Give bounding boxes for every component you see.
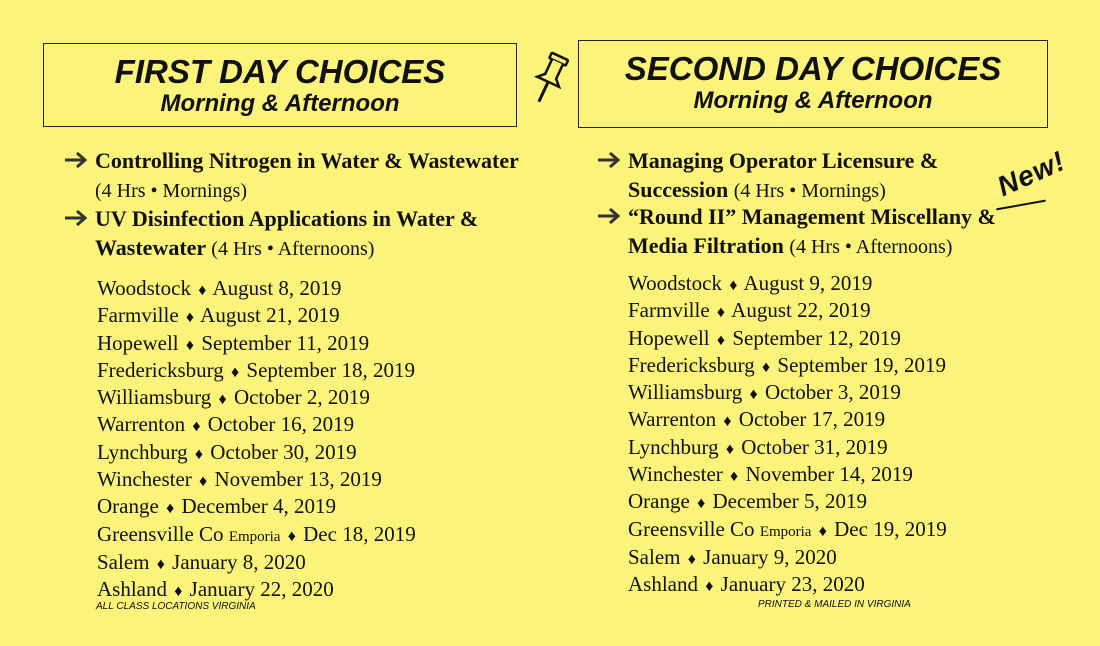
schedule-row <box>628 545 947 572</box>
schedule-location: Woodstock <box>97 276 191 300</box>
first-day-title: FIRST DAY CHOICES <box>114 53 446 90</box>
schedule-row <box>628 489 947 516</box>
diamond-icon: ♦ <box>287 527 296 545</box>
schedule-location: Greensville Co <box>628 516 755 541</box>
schedule-row <box>628 407 947 434</box>
schedule-row <box>97 522 416 550</box>
diamond-icon: ♦ <box>716 304 726 322</box>
schedule-date: November 14, 2019 <box>745 462 913 487</box>
schedule-row <box>628 462 947 489</box>
schedule-location: Farmville <box>628 298 710 323</box>
schedule-row <box>97 303 416 330</box>
schedule-location: Fredericksburg <box>628 352 755 377</box>
schedule-location-note: Emporia <box>759 523 812 540</box>
schedule-location: Orange <box>97 494 159 519</box>
schedule-date: January 23, 2020 <box>720 572 865 597</box>
diamond-icon: ♦ <box>156 555 165 573</box>
schedule-date: December 5, 2019 <box>712 489 868 514</box>
first-day-schedule <box>97 276 416 605</box>
diamond-icon: ♦ <box>705 578 714 596</box>
diamond-icon: ♦ <box>716 331 726 349</box>
schedule-location: Greensville Co <box>97 521 224 546</box>
schedule-location: Ashland <box>628 572 698 597</box>
schedule-location: Winchester <box>97 467 192 492</box>
schedule-location: Orange <box>628 489 690 514</box>
diamond-icon: ♦ <box>818 522 827 540</box>
schedule-date: August 9, 2019 <box>743 271 873 295</box>
diamond-icon: ♦ <box>729 277 738 294</box>
diamond-icon: ♦ <box>174 583 183 601</box>
schedule-date: September 12, 2019 <box>732 325 901 350</box>
schedule-location: Hopewell <box>97 330 179 355</box>
schedule-row <box>97 385 416 412</box>
schedule-date: October 30, 2019 <box>210 439 357 464</box>
schedule-date: January 22, 2020 <box>189 577 334 602</box>
arrow-bullet-icon <box>63 151 87 169</box>
schedule-row <box>628 517 947 545</box>
schedule-row <box>97 358 416 385</box>
diamond-icon: ♦ <box>687 550 696 568</box>
schedule-row <box>97 440 416 467</box>
schedule-location: Salem <box>628 544 681 569</box>
diamond-icon: ♦ <box>231 363 240 381</box>
pushpin-icon <box>525 50 573 110</box>
schedule-location: Williamsburg <box>97 385 212 410</box>
diamond-icon: ♦ <box>185 336 195 354</box>
schedule-row <box>628 435 947 462</box>
second-day-title: SECOND DAY CHOICES <box>624 50 1002 87</box>
schedule-location: Warrenton <box>97 412 186 437</box>
schedule-row <box>628 298 947 325</box>
schedule-row <box>628 572 947 599</box>
schedule-location: Lynchburg <box>628 434 719 459</box>
diamond-icon: ♦ <box>185 309 195 327</box>
schedule-date: October 31, 2019 <box>741 434 888 459</box>
schedule-row <box>97 494 416 521</box>
course-title: “Round II” Management Miscellany & Media Filtration <box>628 204 996 258</box>
schedule-date: August 21, 2019 <box>200 303 340 328</box>
schedule-location: Woodstock <box>628 271 722 295</box>
schedule-location: Farmville <box>97 303 179 328</box>
schedule-row <box>628 353 947 380</box>
schedule-row <box>628 271 947 298</box>
course-title: Controlling Nitrogen in Water & Wastewater <box>95 148 519 173</box>
schedule-location: Salem <box>97 549 150 574</box>
diamond-icon: ♦ <box>192 418 201 436</box>
course-details: (4 Hrs • Afternoons) <box>211 238 375 260</box>
diamond-icon: ♦ <box>730 468 739 486</box>
course-title: Managing Operator Licensure & Succession <box>628 148 939 202</box>
schedule-date: October 2, 2019 <box>233 385 370 410</box>
diamond-icon: ♦ <box>218 391 227 409</box>
course-item <box>95 146 525 206</box>
first-day-subtitle: Morning & Afternoon <box>160 90 400 117</box>
schedule-date: August 8, 2019 <box>212 276 342 300</box>
schedule-location: Ashland <box>97 577 167 602</box>
diamond-icon: ♦ <box>762 358 771 376</box>
schedule-row <box>628 326 947 353</box>
second-day-subtitle: Morning & Afternoon <box>693 87 933 114</box>
diamond-icon: ♦ <box>749 386 758 404</box>
arrow-bullet-icon <box>596 207 620 225</box>
schedule-location: Winchester <box>628 462 723 487</box>
diamond-icon: ♦ <box>725 440 735 458</box>
schedule-location: Hopewell <box>628 325 710 350</box>
schedule-location: Warrenton <box>628 407 717 432</box>
schedule-row <box>97 276 416 303</box>
arrow-bullet-icon <box>596 151 620 169</box>
course-details: (4 Hrs • Mornings) <box>733 180 886 202</box>
diamond-icon: ♦ <box>723 413 732 431</box>
schedule-location-note: Emporia <box>228 528 281 545</box>
schedule-date: January 8, 2020 <box>172 549 306 574</box>
schedule-location: Lynchburg <box>97 439 188 464</box>
schedule-date: September 19, 2019 <box>777 352 946 377</box>
second-day-schedule <box>628 271 947 600</box>
arrow-bullet-icon <box>63 209 87 227</box>
schedule-date: October 16, 2019 <box>207 412 355 437</box>
diamond-icon: ♦ <box>198 282 207 299</box>
schedule-row <box>97 331 416 358</box>
first-day-header <box>43 43 517 127</box>
schedule-row <box>97 412 416 439</box>
course-item <box>95 204 525 264</box>
diamond-icon: ♦ <box>194 445 204 463</box>
course-item <box>628 146 1028 206</box>
schedule-row <box>628 380 947 407</box>
schedule-date: November 13, 2019 <box>214 467 382 492</box>
schedule-date: Dec 19, 2019 <box>834 516 947 541</box>
schedule-date: December 4, 2019 <box>181 494 337 519</box>
diamond-icon: ♦ <box>166 500 175 518</box>
schedule-date: September 18, 2019 <box>246 357 415 382</box>
footer-left-note: ALL CLASS LOCATIONS VIRGINIA <box>96 601 256 612</box>
schedule-row <box>97 467 416 494</box>
schedule-location: Williamsburg <box>628 380 743 405</box>
schedule-date: January 9, 2020 <box>703 544 837 569</box>
schedule-location: Fredericksburg <box>97 357 224 382</box>
diamond-icon: ♦ <box>199 473 208 491</box>
schedule-date: October 17, 2019 <box>738 407 886 432</box>
schedule-date: September 11, 2019 <box>201 330 370 355</box>
new-badge: New! <box>992 144 1070 203</box>
course-details: (4 Hrs • Afternoons) <box>789 236 953 258</box>
schedule-row <box>97 550 416 577</box>
course-title: UV Disinfection Applications in Water & Wastewater <box>95 206 479 260</box>
diamond-icon: ♦ <box>697 495 706 513</box>
schedule-date: Dec 18, 2019 <box>303 521 416 546</box>
second-day-header <box>578 40 1048 128</box>
schedule-date: October 3, 2019 <box>764 380 901 405</box>
footer-right-note: PRINTED & MAILED IN VIRGINIA <box>758 599 911 610</box>
course-item <box>628 202 1048 262</box>
schedule-date: August 22, 2019 <box>731 298 871 323</box>
course-details: (4 Hrs • Mornings) <box>95 180 247 202</box>
